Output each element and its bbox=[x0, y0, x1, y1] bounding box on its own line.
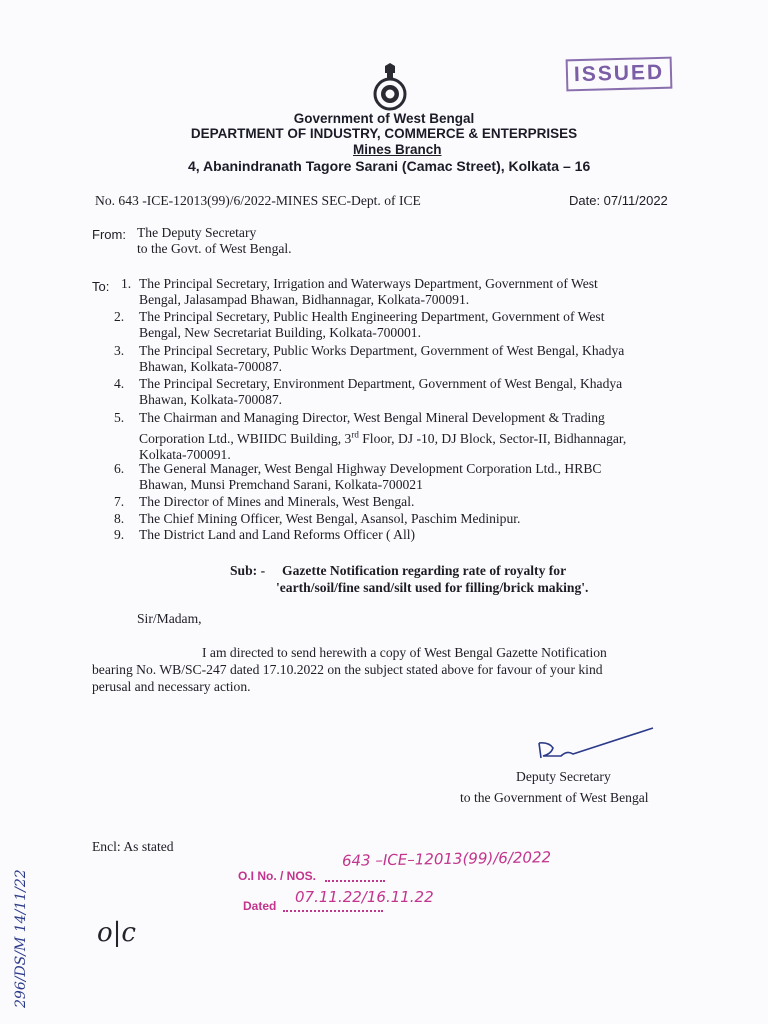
outward-no-label: O.I No. / NOS. bbox=[238, 869, 317, 883]
margin-diary-text: 296/DS/M 14/11/22 bbox=[13, 869, 29, 1008]
list-number: 1. bbox=[121, 276, 132, 291]
list-number: 6. bbox=[114, 461, 125, 476]
list-item bbox=[121, 276, 701, 308]
list-number: 3. bbox=[114, 343, 125, 358]
list-item bbox=[114, 494, 704, 510]
state-emblem-icon bbox=[370, 63, 410, 111]
list-line: The Principal Secretary, Public Works Department, Government of West Bengal, Khadya bbox=[139, 343, 625, 358]
outward-dated-value: 07.11.22/16.11.22 bbox=[295, 888, 434, 906]
list-line: Bhawan, Kolkata-700087. bbox=[139, 392, 283, 407]
list-line: Bengal, Jalasampad Bhawan, Bidhannagar, Kolkata-700091. bbox=[139, 292, 470, 307]
memo-number: No. 643 -ICE-12013(99)/6/2022-MINES SEC-Dept. of ICE bbox=[95, 193, 421, 208]
list-item bbox=[114, 461, 704, 493]
list-item bbox=[114, 511, 704, 527]
list-number: 2. bbox=[114, 309, 125, 324]
list-line: The Director of Mines and Minerals, West Bengal. bbox=[139, 494, 415, 509]
subject-label: Sub: - bbox=[230, 563, 266, 578]
list-line: The District Land and Land Reforms Officer ( All) bbox=[139, 527, 416, 542]
header-department: DEPARTMENT OF INDUSTRY, COMMERCE & ENTERPRISES bbox=[190, 126, 578, 141]
list-number: 9. bbox=[114, 527, 125, 542]
list-line: The Chief Mining Officer, West Bengal, Asansol, Paschim Medinipur. bbox=[139, 511, 521, 526]
issued-stamp: ISSUED bbox=[566, 57, 673, 92]
list-number: 5. bbox=[114, 410, 125, 425]
body-line2: bearing No. WB/SC-247 dated 17.10.2022 on the subject stated above for favour of your kind bbox=[92, 662, 603, 677]
outward-no-dots bbox=[325, 880, 385, 882]
list-line: The Chairman and Managing Director, West Bengal Mineral Development & Trading bbox=[139, 410, 605, 425]
list-line: The General Manager, West Bengal Highway Development Corporation Ltd., HRBC bbox=[139, 461, 602, 476]
list-number: 8. bbox=[114, 511, 125, 526]
header-address: 4, Abanindranath Tagore Sarani (Camac Street), Kolkata – 16 bbox=[188, 158, 591, 174]
from-label: From: bbox=[92, 227, 126, 242]
subject-line1: Gazette Notification regarding rate of royalty for bbox=[282, 563, 567, 578]
subject-line2: 'earth/soil/fine sand/silt used for filling/brick making'. bbox=[276, 580, 589, 595]
list-line: Kolkata-700091. bbox=[139, 446, 231, 462]
to-label: To: bbox=[92, 279, 110, 294]
salutation: Sir/Madam, bbox=[137, 611, 202, 626]
outward-dated-dots bbox=[283, 910, 383, 912]
from-line1: The Deputy Secretary bbox=[137, 225, 257, 240]
body-line3: perusal and necessary action. bbox=[92, 679, 251, 694]
list-item bbox=[114, 309, 704, 341]
enclosure: Encl: As stated bbox=[92, 839, 174, 854]
memo-date: Date: 07/11/2022 bbox=[569, 193, 668, 208]
list-line: Corporation Ltd., WBIIDC Building, 3rd Floor, DJ -10, DJ Block, Sector-II, Bidhannagar, bbox=[139, 429, 627, 446]
list-number: 4. bbox=[114, 376, 125, 391]
list-line: The Principal Secretary, Public Health Engineering Department, Government of West bbox=[139, 309, 605, 324]
ordinal-suffix: rd bbox=[351, 429, 359, 439]
list-item bbox=[114, 343, 704, 375]
handwritten-signature bbox=[535, 726, 655, 774]
list-item bbox=[114, 410, 714, 463]
handwritten-oc: o|c bbox=[97, 918, 136, 948]
signature-office: to the Government of West Bengal bbox=[460, 790, 649, 805]
list-line: Bhawan, Munsi Premchand Sarani, Kolkata-700021 bbox=[139, 477, 423, 492]
list-item bbox=[114, 376, 704, 408]
list-line: Bengal, New Secretariat Building, Kolkata-700001. bbox=[139, 325, 421, 340]
list-line: The Principal Secretary, Irrigation and Waterways Department, Government of West bbox=[139, 276, 598, 291]
outward-no-value: 643 –ICE–12013(99)/6/2022 bbox=[341, 848, 552, 870]
header-government: Government of West Bengal bbox=[293, 111, 475, 126]
list-line: The Principal Secretary, Environment Department, Government of West Bengal, Khadya bbox=[139, 376, 623, 391]
list-number: 7. bbox=[114, 494, 125, 509]
from-line2: to the Govt. of West Bengal. bbox=[137, 241, 292, 256]
header-branch: Mines Branch bbox=[353, 142, 442, 157]
outward-dated-label: Dated bbox=[243, 899, 277, 913]
margin-diary-note bbox=[12, 869, 32, 1008]
signature-designation: Deputy Secretary bbox=[516, 769, 611, 784]
list-item bbox=[114, 527, 704, 543]
body-line1: I am directed to send herewith a copy of West Bengal Gazette Notification bbox=[202, 645, 607, 660]
list-line: Bhawan, Kolkata-700087. bbox=[139, 359, 283, 374]
